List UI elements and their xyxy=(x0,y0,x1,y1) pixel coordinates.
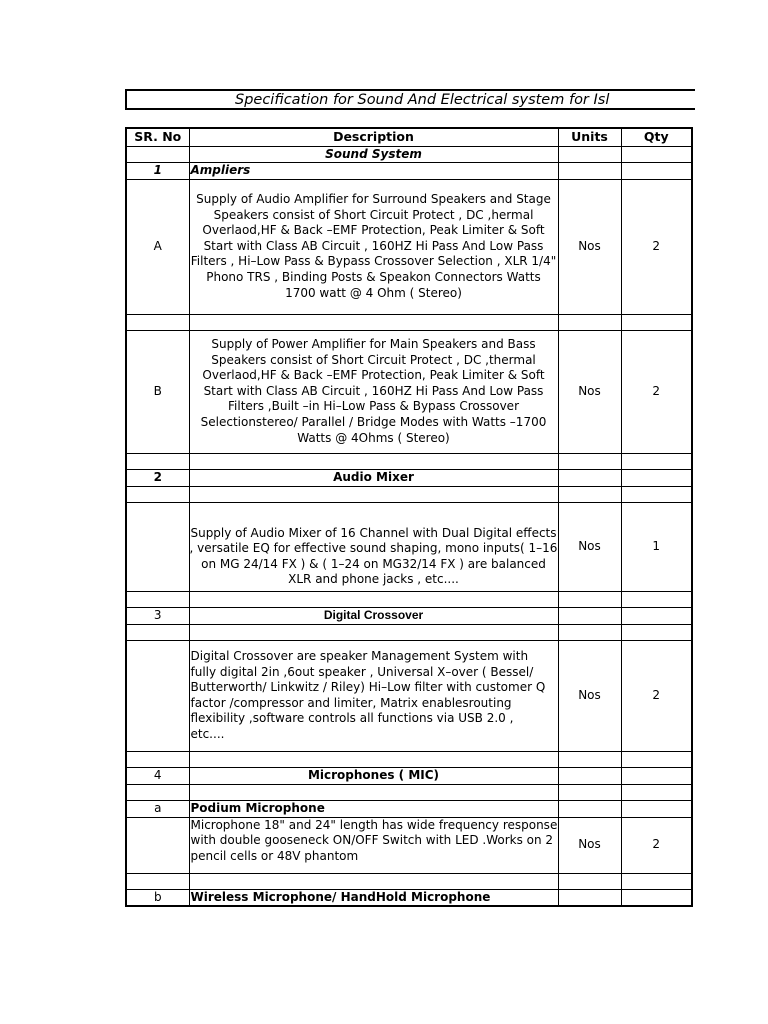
item-units: Nos xyxy=(558,640,621,751)
item-title: Wireless Microphone/ HandHold Microphone xyxy=(189,889,558,906)
table-row xyxy=(126,640,692,751)
table-row xyxy=(126,330,692,453)
item-description: Digital Crossover are speaker Management System with fully digital 2in ,6out speaker , Universal X–over ( Bessel/ Butterworth/ Linkwitz / Riley) Hi–Low filter with customer Q factor /compressor and limiter, Matrix enablesrouting flexibility ,software controls all functions via USB 2.0 , etc.... xyxy=(189,640,558,751)
item-sr: B xyxy=(126,330,189,453)
table-row xyxy=(126,751,692,767)
table-row xyxy=(126,502,692,591)
item-units: Nos xyxy=(558,817,621,873)
item-sr: b xyxy=(126,889,189,906)
item-units: Nos xyxy=(558,330,621,453)
table-row xyxy=(126,800,692,817)
document-title-box xyxy=(125,89,695,110)
item-description: Supply of Audio Mixer of 16 Channel with Dual Digital effects , versatile EQ for effective sound shaping, mono inputs( 1–16 on MG 24/14 FX ) & ( 1–24 on MG32/14 FX ) are balanced XLR and phone jacks , etc.... xyxy=(189,502,558,591)
section-ampliers: Ampliers xyxy=(189,163,558,180)
table-row xyxy=(126,146,692,163)
item-qty: 2 xyxy=(621,817,692,873)
section-number: 1 xyxy=(126,163,189,180)
item-sr: a xyxy=(126,800,189,817)
item-qty: 2 xyxy=(621,640,692,751)
table-row xyxy=(126,591,692,607)
header-units: Units xyxy=(558,128,621,146)
item-description: Supply of Audio Amplifier for Surround Speakers and Stage Speakers consist of Short Circuit Protect , DC ,hermal Overlaod,HF & Back –EMF Protection, Peak Limiter & Soft Start with Class AB Circuit , 160HZ Hi Pass And Low Pass Filters , Hi–Low Pass & Bypass Crossover Selection , XLR 1/4" Phono TRS , Binding Posts & Speakon Connectors Watts 1700 watt @ 4 Ohm ( Stereo) xyxy=(189,179,558,314)
table-row xyxy=(126,873,692,889)
table-row xyxy=(126,624,692,640)
table-row xyxy=(126,179,692,314)
section-sound-system: Sound System xyxy=(189,146,558,163)
item-units: Nos xyxy=(558,179,621,314)
table-row xyxy=(126,607,692,624)
table-row xyxy=(126,889,692,906)
table-row xyxy=(126,314,692,330)
table-row xyxy=(126,453,692,469)
table-row xyxy=(126,817,692,873)
item-title: Podium Microphone xyxy=(189,800,558,817)
header-description: Description xyxy=(189,128,558,146)
section-number: 3 xyxy=(126,607,189,624)
section-audio-mixer: Audio Mixer xyxy=(189,469,558,486)
table-header-row xyxy=(126,128,692,146)
table-row xyxy=(126,163,692,180)
item-qty: 1 xyxy=(621,502,692,591)
table-row xyxy=(126,469,692,486)
item-units: Nos xyxy=(558,502,621,591)
table-row xyxy=(126,784,692,800)
section-microphones: Microphones ( MIC) xyxy=(189,767,558,784)
specification-table xyxy=(125,127,693,907)
document-title: Specification for Sound And Electrical system for Isl xyxy=(235,92,610,108)
section-digital-crossover: Digital Crossover xyxy=(189,607,558,624)
header-sr-no: SR. No xyxy=(126,128,189,146)
item-description: Microphone 18" and 24" length has wide frequency response with double gooseneck ON/OFF Switch with LED .Works on 2 pencil cells or 48V phantom xyxy=(189,817,558,873)
table-row xyxy=(126,767,692,784)
item-qty: 2 xyxy=(621,179,692,314)
item-description: Supply of Power Amplifier for Main Speakers and Bass Speakers consist of Short Circuit Protect , DC ,thermal Overlaod,HF & Back –EMF Protection, Peak Limiter & Soft Start with Class AB Circuit , 160HZ Hi Pass And Low Pass Filters ,Built –in Hi–Low Pass & Bypass Crossover Selectionstereo/ Parallel / Bridge Modes with Watts –1700 Watts @ 4Ohms ( Stereo) xyxy=(189,330,558,453)
section-number: 4 xyxy=(126,767,189,784)
table-row xyxy=(126,486,692,502)
item-qty: 2 xyxy=(621,330,692,453)
header-qty: Qty xyxy=(621,128,692,146)
item-sr: A xyxy=(126,179,189,314)
section-number: 2 xyxy=(126,469,189,486)
